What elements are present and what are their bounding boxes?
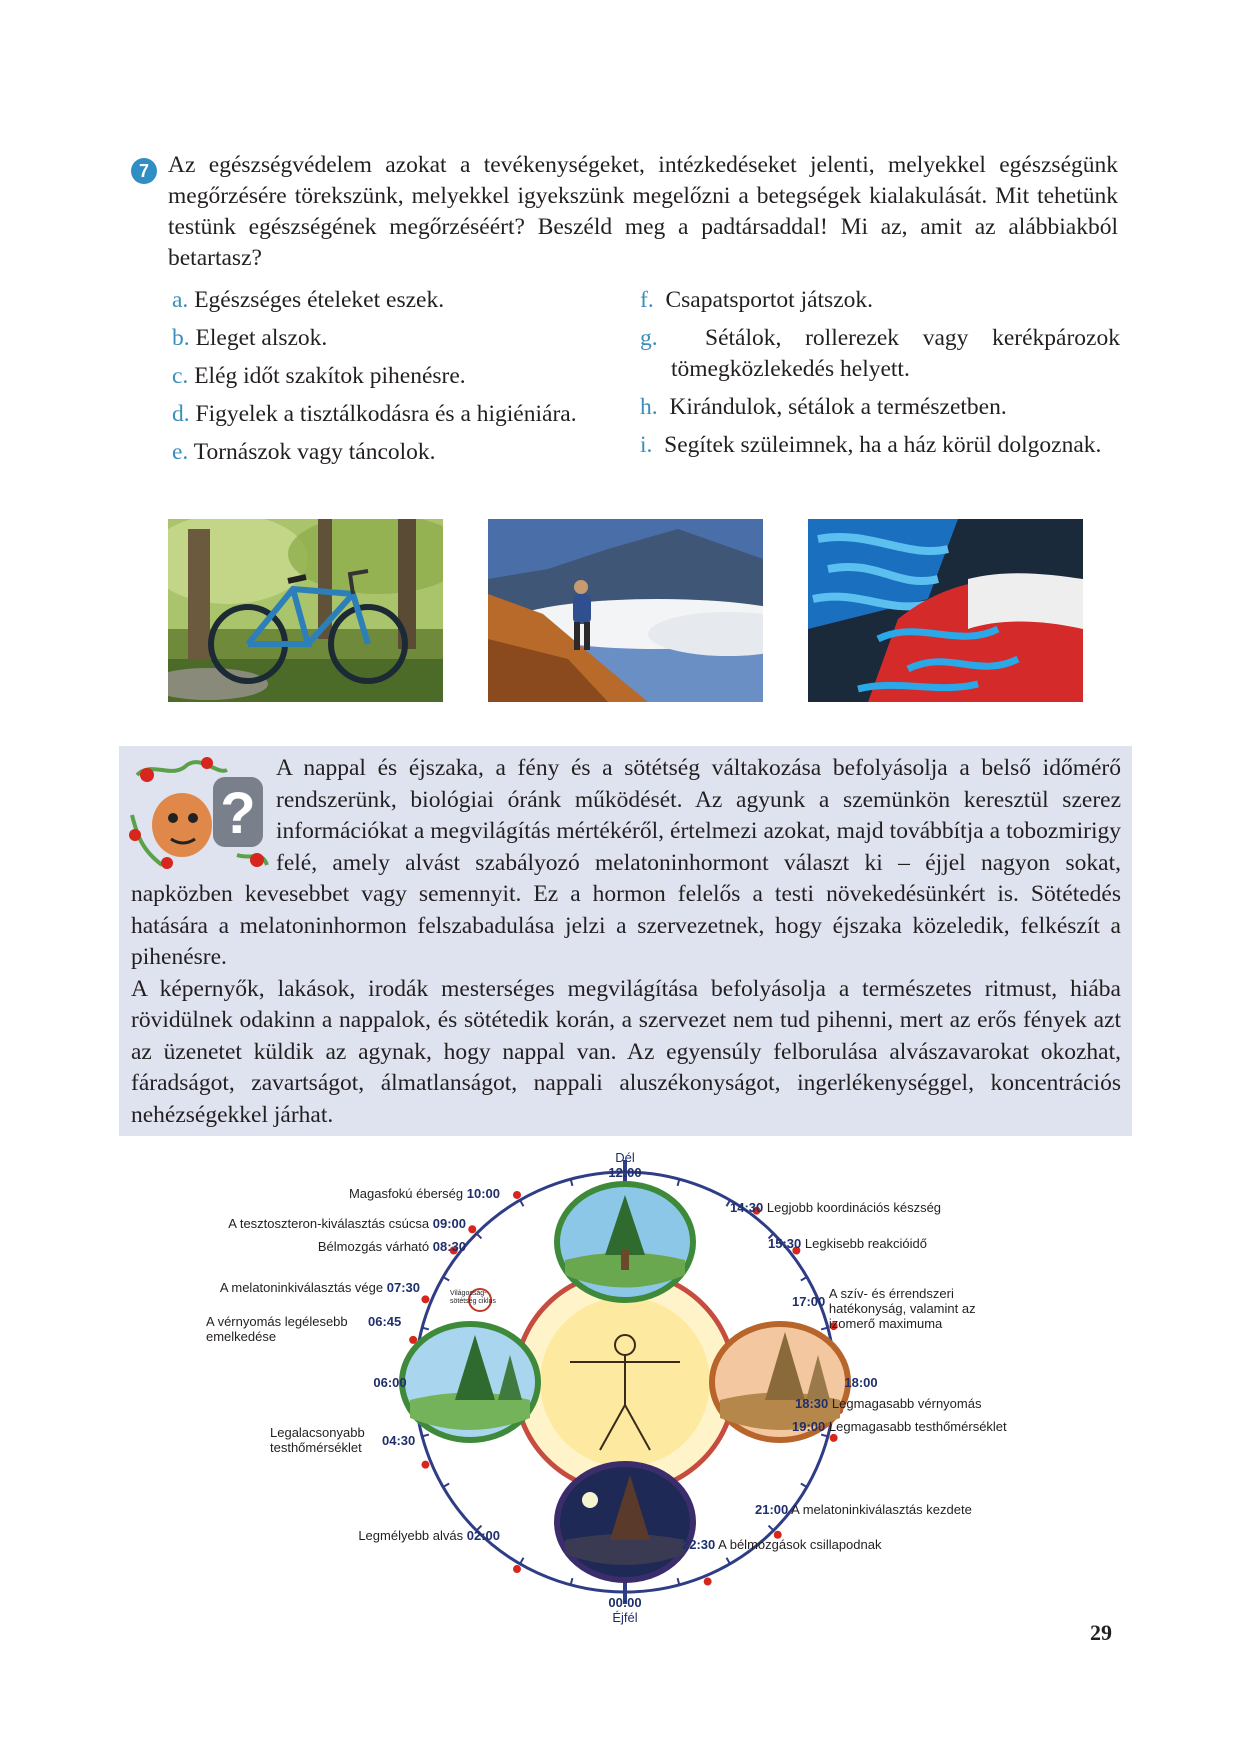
option-item: b. Eleget alszok. bbox=[172, 325, 328, 351]
event-right: 17:00 A szív- és érrendszeri hatékonyság, valamint az izomerő maximuma bbox=[792, 1286, 976, 1331]
task-intro: Az egészségvédelem azokat a tevékenységeket, intézkedéseket jelenti, melyekkel egészségünk megőrzésére törekszünk, melyekkel igyekszünk megelőzni a betegségek kialakulását. Mit tehetünk testünk egészségének megőrzéséért? Beszéld meg a padtársaddal! Mi az, amit az alábbiakból betartasz? bbox=[168, 152, 1118, 271]
event-right: 15:30 Legkisebb reakcióidő bbox=[768, 1236, 928, 1251]
option-item: e. Tornászok vagy táncolok. bbox=[172, 439, 436, 465]
event-right: 21:00 A melatoninkiválasztás kezdete bbox=[755, 1502, 972, 1517]
option-item: i. Segítek szüleimnek, ha a ház körül dolgoznak. bbox=[640, 432, 1102, 458]
event-right: 19:00 Legmagasabb testhőmérséklet bbox=[792, 1419, 1007, 1434]
day-scene bbox=[557, 1184, 693, 1300]
event-left: A vérnyomás legélesebb emelkedése06:45 bbox=[206, 1314, 402, 1344]
option-item: a. Egészséges ételeket eszek. bbox=[172, 287, 445, 313]
thinking-face-clipart bbox=[127, 755, 270, 870]
six-am-label: 06:00 bbox=[373, 1375, 407, 1390]
event-marker bbox=[513, 1191, 521, 1199]
bicycle-photo bbox=[168, 519, 443, 702]
morning-scene bbox=[402, 1324, 538, 1440]
night-scene bbox=[557, 1464, 693, 1580]
event-left: A tesztoszteron-kiválasztás csúcsa 09:00 bbox=[228, 1216, 466, 1231]
info-box-text bbox=[131, 753, 1121, 1131]
event-marker bbox=[513, 1565, 521, 1573]
event-marker bbox=[830, 1434, 838, 1442]
cycle-label: Világosság-sötétség ciklus bbox=[450, 1290, 496, 1305]
event-right: 14:30 Legjobb koordinációs készség bbox=[730, 1200, 942, 1215]
option-item: h. Kirándulok, sétálok a természetben. bbox=[640, 394, 1007, 420]
event-left: Bélmozgás várható 08:30 bbox=[317, 1239, 466, 1254]
option-item: g. Sétálok, rollerezek vagy kerékpározok tömegközlekedés helyett. bbox=[640, 325, 1120, 382]
event-left: Legmélyebb alvás 02:00 bbox=[358, 1528, 500, 1543]
option-item: d. Figyelek a tisztálkodásra és a higiéniára. bbox=[172, 401, 577, 427]
option-item: f. Csapatsportot játszok. bbox=[640, 287, 874, 313]
hiker-photo bbox=[488, 519, 763, 702]
circadian-clock-diagram bbox=[180, 1150, 1070, 1625]
page-number: 29 bbox=[1090, 1620, 1112, 1645]
options-list-right bbox=[640, 285, 1120, 468]
midnight-label: 00:00 Éjfél bbox=[608, 1595, 642, 1625]
event-marker bbox=[421, 1461, 429, 1469]
event-right: 18:30 Legmagasabb vérnyomás bbox=[795, 1396, 982, 1411]
event-marker bbox=[468, 1225, 476, 1233]
event-marker bbox=[704, 1578, 712, 1586]
sneakers-photo bbox=[808, 519, 1083, 702]
info-paragraph-1: A nappal és éjszaka, a fény és a sötétség váltakozása befolyásolja a belső időmérő rendszerünk, biológiai óránk működését. Az agyunk a szemünkön keresztül szerez információkat a megvilágítás mértékéről, értelmezi azokat, majd továbbítja a tobozmirigy felé, amely alvást szabályozó melatoninhormont választ ki – éjjel nagyon sokat, napközben kevesebbet vagy semennyit. Ez a hormon felelős a testi növekedésünkért is. Sötétedés hatására a melatoninhormon felszabadulása jelzi a szervezetnek, hogy éjszaka közeledik, felkészít a pihenésre. bbox=[131, 755, 1121, 970]
event-left: A melatoninkiválasztás vége 07:30 bbox=[219, 1280, 420, 1295]
event-left: Legalacsonyabb testhőmérséklet 04:30 bbox=[270, 1425, 416, 1455]
six-pm-label: 18:00 bbox=[844, 1375, 878, 1390]
info-paragraph-2: A képernyők, lakások, irodák mesterséges megvilágítása befolyásolja a természetes ritmust, hiába rövidülnek odakinn a nappalok, és sötétedik korán, a szervezet nem tud pihenni, mert az erős fények azt az üzenetet küldik az agynak, hogy nappal van. Az egyensúly felborulása alvászavarokat okozhat, fáradságot, zavartságot, álmatlanságot, nappali aluszékonyságot, ingerlékenységgel, koncentrációs nehézségekkel járhat. bbox=[131, 975, 1121, 1128]
event-left: Magasfokú éberség 10:00 bbox=[348, 1186, 500, 1201]
event-marker bbox=[421, 1295, 429, 1303]
event-right: 22:30 A bélmozgások csillapodnak bbox=[682, 1537, 882, 1552]
svg-text:?: ? bbox=[220, 781, 256, 846]
task-number-badge: 7 bbox=[131, 158, 157, 184]
options-list-left bbox=[172, 285, 642, 475]
noon-label: Dél 12:00 bbox=[608, 1150, 642, 1180]
option-item: c. Elég időt szakítok pihenésre. bbox=[172, 363, 466, 389]
